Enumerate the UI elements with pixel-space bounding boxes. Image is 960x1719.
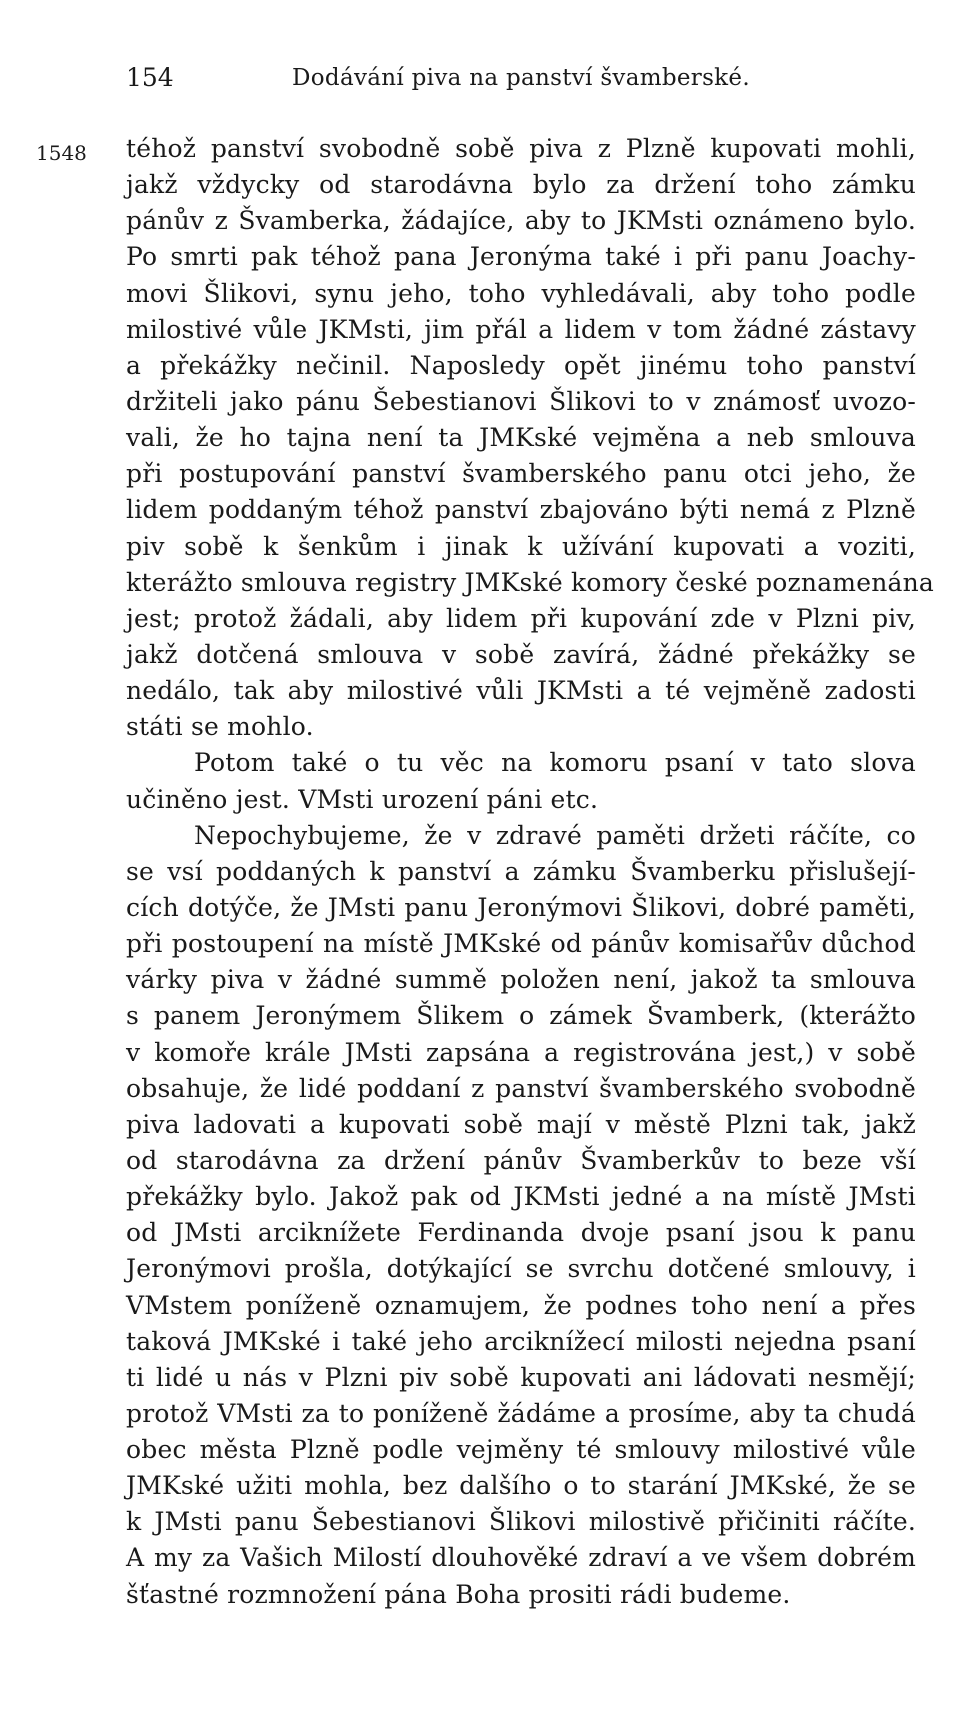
text-line: obsahuje, že lidé poddaní z panství švamberského svobodně [126,1073,916,1103]
text-line: jest; protož žádali, aby lidem při kupování zde v Plzni piv, [126,603,916,633]
text-line: učiněno jest. VMsti urození páni etc. [126,784,599,814]
text-line: se vsí poddaných k panství a zámku Švamberku přislušejí- [126,856,916,886]
text-line: pánův z Švamberka, žádajíce, aby to JKMsti oznámeno bylo. [126,206,916,236]
text-line: při postupování panství švamberského panu otci jeho, že [126,459,916,489]
text-line: protož VMsti za to poníženě žádáme a prosíme, aby ta chudá [126,1398,916,1428]
text-line: Nepochybujeme, že v zdravé paměti držeti ráčíte, co [194,820,916,850]
text-line: piv sobě k šenkům i jinak k užívání kupovati a voziti, [126,531,916,561]
text-line: movi Šlikovi, synu jeho, toho vyhledávali, aby toho podle [126,278,916,308]
text-line: a překážky nečinil. Naposledy opět jinému toho panství [126,350,916,380]
text-line: obec města Plzně podle vejměny té smlouvy milostivé vůle [126,1435,916,1465]
body-text [126,131,935,1613]
text-line: šťastné rozmnožení pána Boha prositi rádi budeme. [126,1579,791,1609]
text-line: cích dotýče, že JMsti panu Jeronýmovi Šlikovi, dobré paměti, [126,892,916,922]
text-line: téhož panství svobodně sobě piva z Plzně kupovati mohli, [126,134,916,163]
text-line: A my za Vašich Milostí dlouhověké zdraví a ve všem dobrém [126,1543,916,1573]
text-line: lidem poddaným téhož panství zbajováno býti nemá z Plzně [126,495,916,525]
text-line: taková JMKské i také jeho arciknížecí milosti nejedna psaní [126,1326,916,1356]
running-head [126,58,916,98]
text-line: kterážto smlouva registry JMKské komory české poznamenána [126,567,935,597]
margin-year: 1548 [36,141,87,165]
text-line: od JMsti arciknížete Ferdinanda dvoje psaní jsou k panu [126,1218,916,1248]
text-line: VMstem poníženě oznamujem, že podnes toho není a přes [126,1290,916,1320]
page-number: 154 [126,63,174,92]
text-line: JMKské užiti mohla, bez dalšího o to starání JMKské, že se [126,1471,916,1501]
text-line: jakž vždycky od starodávna bylo za držení toho zámku [126,170,916,200]
text-line: nedálo, tak aby milostivé vůli JKMsti a té vejměně zadosti [126,676,916,706]
text-line: milostivé vůle JKMsti, jim přál a lidem v tom žádné zástavy [126,314,916,344]
text-line: Jeronýmovi prošla, dotýkající se svrchu dotčené smlouvy, i [126,1254,916,1284]
text-line: jakž dotčená smlouva v sobě zavírá, žádné překážky se [126,639,916,669]
text-line: k JMsti panu Šebestianovi Šlikovi milostivě přičiniti ráčíte. [126,1507,916,1537]
text-line: várky piva v žádné summě položen není, jakož ta smlouva [126,965,916,995]
text-line: s panem Jeronýmem Šlikem o zámek Švamberk, (kterážto [126,1001,916,1031]
text-line: státi se mohlo. [126,712,314,742]
text-line: Po smrti pak téhož pana Jeronýma také i při panu Joachy- [126,242,916,272]
text-line: v komoře krále JMsti zapsána a registrována jest,) v sobě [126,1037,916,1067]
text-line: ti lidé u nás v Plzni piv sobě kupovati ani ládovati nesmějí; [126,1362,916,1392]
text-line: vali, že ho tajna není ta JMKské vejměna a neb smlouva [126,423,916,453]
text-line: překážky bylo. Jakož pak od JKMsti jedné a na místě JMsti [126,1182,916,1212]
text-line: piva ladovati a kupovati sobě mají v městě Plzni tak, jakž [126,1109,916,1139]
text-line: při postoupení na místě JMKské od pánův komisařův důchod [126,929,916,959]
running-title: Dodávání piva na panství švamberské. [292,65,750,91]
text-line: od starodávna za držení pánův Švamberkův to beze vší [126,1145,916,1175]
text-line: držiteli jako pánu Šebestianovi Šlikovi to v známosť uvozo- [126,386,916,416]
text-line: Potom také o tu věc na komoru psaní v tato slova [194,748,916,778]
